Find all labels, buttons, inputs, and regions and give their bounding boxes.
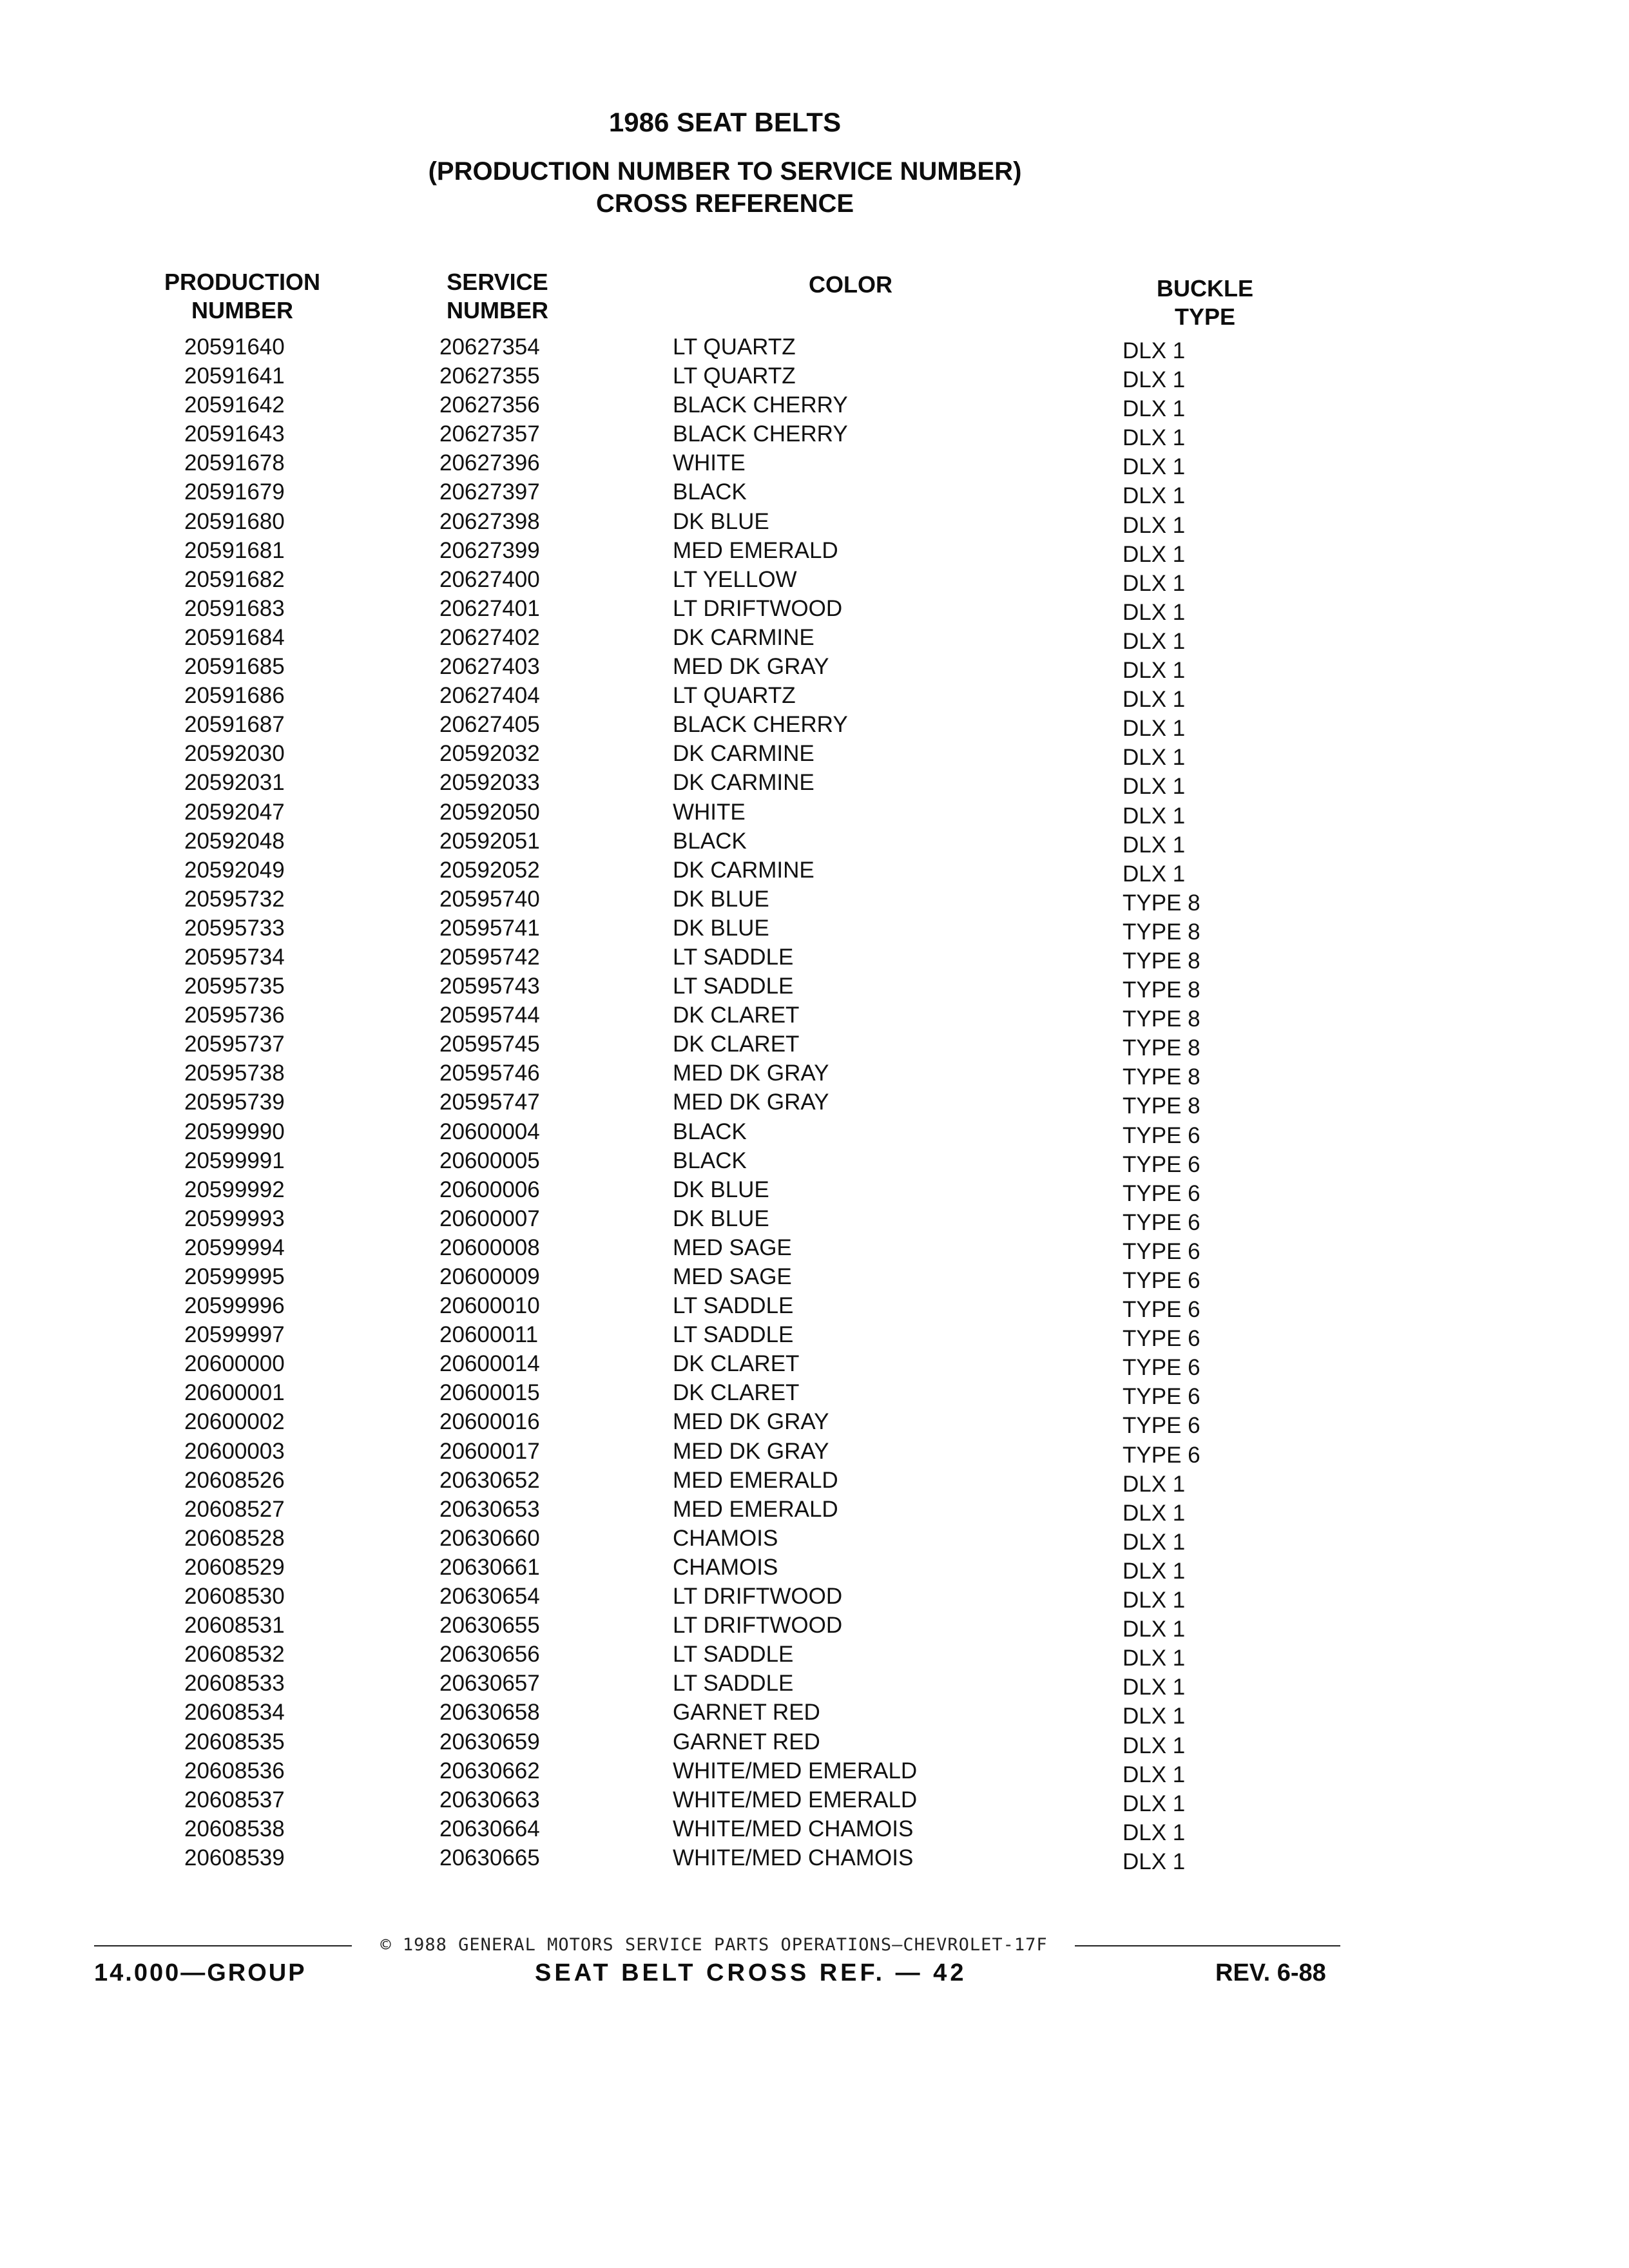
table-row <box>0 885 1629 914</box>
color-cell: WHITE <box>673 799 746 825</box>
production-number-cell: 20591682 <box>184 566 285 592</box>
service-number-cell: 20600011 <box>439 1322 539 1348</box>
buckle-type-cell: DLX 1 <box>1123 1588 1186 1613</box>
color-cell: LT SADDLE <box>673 1322 794 1348</box>
buckle-type-cell: DLX 1 <box>1123 425 1186 451</box>
table-row <box>0 1698 1629 1727</box>
production-number-cell: 20600003 <box>184 1438 285 1464</box>
table-row <box>0 594 1629 623</box>
color-cell: BLACK CHERRY <box>673 392 848 418</box>
footer-rule-right <box>1075 1945 1340 1946</box>
color-cell: LT DRIFTWOOD <box>673 595 843 621</box>
service-number-cell: 20600014 <box>439 1351 540 1377</box>
service-number-cell: 20600006 <box>439 1177 540 1202</box>
color-cell: LT DRIFTWOOD <box>673 1613 843 1639</box>
service-number-cell: 20630653 <box>439 1496 540 1522</box>
buckle-type-cell: DLX 1 <box>1123 1762 1186 1787</box>
buckle-type-cell: DLX 1 <box>1123 512 1186 538</box>
production-number-cell: 20608531 <box>184 1613 285 1639</box>
color-cell: LT SADDLE <box>673 1642 794 1667</box>
service-number-cell: 20592033 <box>439 770 540 796</box>
color-cell: LT SADDLE <box>673 1671 794 1696</box>
table-row <box>0 1378 1629 1410</box>
buckle-type-cell: TYPE 6 <box>1123 1180 1200 1206</box>
service-number-cell: 20627354 <box>439 334 540 360</box>
buckle-type-cell: TYPE 6 <box>1123 1238 1200 1264</box>
table-row <box>0 1553 1629 1582</box>
production-number-cell: 20591684 <box>184 624 285 650</box>
buckle-type-cell: TYPE 6 <box>1123 1297 1200 1323</box>
service-number-cell: 20630665 <box>439 1845 540 1870</box>
table-row <box>0 1146 1629 1175</box>
table-row <box>0 798 1629 827</box>
buckle-type-cell: DLX 1 <box>1123 570 1186 596</box>
color-cell: MED DK GRAY <box>673 1438 829 1464</box>
buckle-type-cell: DLX 1 <box>1123 1820 1186 1845</box>
service-number-cell: 20592032 <box>439 741 540 767</box>
service-number-cell: 20630658 <box>439 1700 540 1725</box>
color-cell: GARNET RED <box>673 1700 820 1725</box>
production-number-cell: 20595739 <box>184 1090 285 1115</box>
table-row <box>0 710 1629 742</box>
color-cell: MED DK GRAY <box>673 1090 829 1115</box>
production-number-cell: 20595734 <box>184 944 285 970</box>
buckle-type-cell: DLX 1 <box>1123 338 1186 363</box>
buckle-type-cell: DLX 1 <box>1123 1617 1186 1642</box>
color-cell: LT QUARTZ <box>673 683 796 709</box>
service-number-cell: 20595740 <box>439 886 540 912</box>
service-number-cell: 20595743 <box>439 974 540 999</box>
table-row <box>0 361 1629 393</box>
service-number-cell: 20595745 <box>439 1032 540 1057</box>
column-header-buckle-type: BUCKLE TYPE <box>1157 275 1253 330</box>
production-number-cell: 20600002 <box>184 1409 285 1435</box>
buckle-type-cell: TYPE 8 <box>1123 977 1200 1003</box>
service-number-cell: 20627402 <box>439 624 540 650</box>
service-number-cell: 20627397 <box>439 479 540 505</box>
footer-copyright: © 1988 GENERAL MOTORS SERVICE PARTS OPERATIONS—CHEVROLET-17F <box>380 1935 1048 1955</box>
color-cell: WHITE/MED CHAMOIS <box>673 1845 914 1870</box>
table-row <box>0 1233 1629 1262</box>
service-number-cell: 20627357 <box>439 421 540 447</box>
service-number-cell: 20627396 <box>439 450 540 476</box>
production-number-cell: 20600001 <box>184 1380 285 1406</box>
color-cell: MED DK GRAY <box>673 1061 829 1086</box>
buckle-type-cell: DLX 1 <box>1123 367 1186 393</box>
service-number-cell: 20627400 <box>439 566 540 592</box>
buckle-type-cell: TYPE 6 <box>1123 1209 1200 1235</box>
production-number-cell: 20599997 <box>184 1322 285 1348</box>
table-row <box>0 1262 1629 1291</box>
table-row <box>0 1785 1629 1814</box>
production-number-cell: 20591641 <box>184 363 285 389</box>
buckle-type-cell: DLX 1 <box>1123 1529 1186 1555</box>
service-number-cell: 20600016 <box>439 1409 540 1435</box>
color-cell: DK CLARET <box>673 1032 800 1057</box>
service-number-cell: 20592050 <box>439 799 540 825</box>
service-number-cell: 20627405 <box>439 712 540 738</box>
color-cell: BLACK CHERRY <box>673 421 848 447</box>
production-number-cell: 20599993 <box>184 1206 285 1231</box>
buckle-type-cell: TYPE 8 <box>1123 948 1200 974</box>
column-header-color: COLOR <box>809 271 892 298</box>
color-cell: LT SADDLE <box>673 1293 794 1319</box>
service-number-cell: 20630652 <box>439 1467 540 1493</box>
color-cell: BLACK CHERRY <box>673 712 848 738</box>
table-row <box>0 1320 1629 1352</box>
buckle-type-cell: DLX 1 <box>1123 716 1186 742</box>
buckle-type-cell: DLX 1 <box>1123 1558 1186 1584</box>
production-number-cell: 20608539 <box>184 1845 285 1870</box>
production-number-cell: 20599992 <box>184 1177 285 1202</box>
color-cell: DK CARMINE <box>673 624 815 650</box>
column-header-production-number: PRODUCTION NUMBER <box>164 269 320 323</box>
service-number-cell: 20630659 <box>439 1729 540 1754</box>
buckle-type-cell: DLX 1 <box>1123 658 1186 684</box>
color-cell: CHAMOIS <box>673 1525 778 1551</box>
buckle-type-cell: TYPE 6 <box>1123 1413 1200 1439</box>
production-number-cell: 20608536 <box>184 1758 285 1783</box>
footer-revision: REV. 6-88 <box>1215 1959 1326 1986</box>
table-row <box>0 1030 1629 1059</box>
color-cell: MED EMERALD <box>673 537 838 563</box>
service-number-cell: 20630664 <box>439 1816 540 1841</box>
table-row <box>0 536 1629 565</box>
production-number-cell: 20599994 <box>184 1235 285 1260</box>
color-cell: BLACK <box>673 1119 747 1144</box>
table-row <box>0 477 1629 509</box>
table-row <box>0 1088 1629 1117</box>
service-number-cell: 20600015 <box>439 1380 540 1406</box>
service-number-cell: 20600004 <box>439 1119 540 1144</box>
buckle-type-cell: DLX 1 <box>1123 687 1186 713</box>
table-row <box>0 1291 1629 1323</box>
service-number-cell: 20630657 <box>439 1671 540 1696</box>
service-number-cell: 20595742 <box>439 944 540 970</box>
production-number-cell: 20591680 <box>184 508 285 534</box>
table-row <box>0 1756 1629 1785</box>
table-row <box>0 1204 1629 1233</box>
table-row <box>0 681 1629 713</box>
production-number-cell: 20591687 <box>184 712 285 738</box>
color-cell: WHITE <box>673 450 746 476</box>
buckle-type-cell: DLX 1 <box>1123 483 1186 509</box>
buckle-type-cell: TYPE 6 <box>1123 1122 1200 1148</box>
table-row <box>0 943 1629 972</box>
buckle-type-cell: DLX 1 <box>1123 628 1186 654</box>
table-row <box>0 1349 1629 1381</box>
color-cell: MED SAGE <box>673 1264 792 1289</box>
color-cell: LT SADDLE <box>673 944 794 970</box>
color-cell: MED DK GRAY <box>673 654 829 680</box>
color-cell: DK CLARET <box>673 1351 800 1377</box>
color-cell: LT YELLOW <box>673 566 797 592</box>
table-row <box>0 448 1629 480</box>
production-number-cell: 20608528 <box>184 1525 285 1551</box>
service-number-cell: 20630663 <box>439 1787 540 1812</box>
service-number-cell: 20630661 <box>439 1554 540 1580</box>
page-subtitle: (PRODUCTION NUMBER TO SERVICE NUMBER) <box>428 157 1022 186</box>
color-cell: GARNET RED <box>673 1729 820 1754</box>
color-cell: BLACK <box>673 1148 747 1173</box>
production-number-cell: 20592030 <box>184 741 285 767</box>
table-row <box>0 1843 1629 1872</box>
production-number-cell: 20595738 <box>184 1061 285 1086</box>
production-number-cell: 20595732 <box>184 886 285 912</box>
production-number-cell: 20591686 <box>184 683 285 709</box>
color-cell: DK CLARET <box>673 1003 800 1028</box>
table-row <box>0 1727 1629 1756</box>
color-cell: WHITE/MED CHAMOIS <box>673 1816 914 1841</box>
table-body <box>0 332 1629 1872</box>
color-cell: BLACK <box>673 479 747 505</box>
production-number-cell: 20591678 <box>184 450 285 476</box>
buckle-type-cell: DLX 1 <box>1123 1675 1186 1700</box>
color-cell: DK BLUE <box>673 508 769 534</box>
table-row <box>0 1466 1629 1495</box>
color-cell: MED EMERALD <box>673 1496 838 1522</box>
buckle-type-cell: DLX 1 <box>1123 803 1186 829</box>
table-row <box>0 332 1629 361</box>
service-number-cell: 20592051 <box>439 828 540 854</box>
color-cell: DK BLUE <box>673 1177 769 1202</box>
color-cell: DK CARMINE <box>673 770 815 796</box>
service-number-cell: 20592052 <box>439 857 540 883</box>
table-row <box>0 565 1629 594</box>
service-number-cell: 20630662 <box>439 1758 540 1783</box>
color-cell: DK BLUE <box>673 1206 769 1231</box>
production-number-cell: 20591642 <box>184 392 285 418</box>
table-row <box>0 1407 1629 1439</box>
production-number-cell: 20591640 <box>184 334 285 360</box>
buckle-type-cell: TYPE 6 <box>1123 1268 1200 1293</box>
buckle-type-cell: TYPE 8 <box>1123 1093 1200 1119</box>
production-number-cell: 20600000 <box>184 1351 285 1377</box>
table-row <box>0 1814 1629 1843</box>
color-cell: MED SAGE <box>673 1235 792 1260</box>
buckle-type-cell: DLX 1 <box>1123 396 1186 422</box>
table-row <box>0 768 1629 800</box>
color-cell: DK BLUE <box>673 886 769 912</box>
production-number-cell: 20591683 <box>184 595 285 621</box>
production-number-cell: 20608530 <box>184 1584 285 1610</box>
production-number-cell: 20599995 <box>184 1264 285 1289</box>
service-number-cell: 20595746 <box>439 1061 540 1086</box>
service-number-cell: 20630656 <box>439 1642 540 1667</box>
production-number-cell: 20592047 <box>184 799 285 825</box>
service-number-cell: 20600007 <box>439 1206 540 1231</box>
service-number-cell: 20600009 <box>439 1264 540 1289</box>
service-number-cell: 20595744 <box>439 1003 540 1028</box>
table-row <box>0 1524 1629 1553</box>
buckle-type-cell: DLX 1 <box>1123 1500 1186 1526</box>
table-row <box>0 1669 1629 1698</box>
color-cell: LT QUARTZ <box>673 363 796 389</box>
service-number-cell: 20600017 <box>439 1438 540 1464</box>
buckle-type-cell: DLX 1 <box>1123 541 1186 567</box>
service-number-cell: 20630660 <box>439 1525 540 1551</box>
service-number-cell: 20627356 <box>439 392 540 418</box>
table-row <box>0 1495 1629 1524</box>
table-row <box>0 419 1629 451</box>
color-cell: DK CARMINE <box>673 741 815 767</box>
production-number-cell: 20592031 <box>184 770 285 796</box>
column-header-service-number: SERVICE NUMBER <box>447 269 548 323</box>
color-cell: LT SADDLE <box>673 974 794 999</box>
buckle-type-cell: DLX 1 <box>1123 832 1186 858</box>
service-number-cell: 20600008 <box>439 1235 540 1260</box>
production-number-cell: 20608529 <box>184 1554 285 1580</box>
buckle-type-cell: DLX 1 <box>1123 1704 1186 1729</box>
table-row <box>0 390 1629 422</box>
service-number-cell: 20595747 <box>439 1090 540 1115</box>
color-cell: DK CLARET <box>673 1380 800 1406</box>
production-number-cell: 20599996 <box>184 1293 285 1319</box>
buckle-type-cell: TYPE 8 <box>1123 1035 1200 1061</box>
buckle-type-cell: DLX 1 <box>1123 1646 1186 1671</box>
buckle-type-cell: DLX 1 <box>1123 774 1186 800</box>
buckle-type-cell: DLX 1 <box>1123 861 1186 887</box>
service-number-cell: 20627403 <box>439 654 540 680</box>
service-number-cell: 20627401 <box>439 595 540 621</box>
service-number-cell: 20600010 <box>439 1293 540 1319</box>
page-subtitle-cross-reference: CROSS REFERENCE <box>595 189 854 218</box>
color-cell: MED EMERALD <box>673 1467 838 1493</box>
production-number-cell: 20591685 <box>184 654 285 680</box>
table-row <box>0 652 1629 684</box>
table-row <box>0 623 1629 652</box>
table-row <box>0 1611 1629 1640</box>
production-number-cell: 20595733 <box>184 915 285 941</box>
production-number-cell: 20608533 <box>184 1671 285 1696</box>
table-row <box>0 914 1629 943</box>
buckle-type-cell: DLX 1 <box>1123 599 1186 625</box>
service-number-cell: 20627404 <box>439 683 540 709</box>
production-number-cell: 20608526 <box>184 1467 285 1493</box>
table-row <box>0 827 1629 856</box>
table-row <box>0 1001 1629 1030</box>
production-number-cell: 20591643 <box>184 421 285 447</box>
buckle-type-cell: DLX 1 <box>1123 1791 1186 1816</box>
production-number-cell: 20608527 <box>184 1496 285 1522</box>
color-cell: DK BLUE <box>673 915 769 941</box>
table-row <box>0 1437 1629 1466</box>
table-row <box>0 1582 1629 1611</box>
footer-copyright-line <box>94 1932 1340 1958</box>
buckle-type-cell: TYPE 8 <box>1123 1064 1200 1090</box>
table-row <box>0 739 1629 771</box>
production-number-cell: 20595735 <box>184 974 285 999</box>
color-cell: DK CARMINE <box>673 857 815 883</box>
color-cell: LT DRIFTWOOD <box>673 1584 843 1610</box>
footer-group: 14.000—GROUP <box>94 1959 307 1986</box>
buckle-type-cell: DLX 1 <box>1123 745 1186 771</box>
production-number-cell: 20592049 <box>184 857 285 883</box>
table-row <box>0 1117 1629 1146</box>
color-cell: BLACK <box>673 828 747 854</box>
production-number-cell: 20608534 <box>184 1700 285 1725</box>
table-row <box>0 972 1629 1001</box>
service-number-cell: 20627355 <box>439 363 540 389</box>
production-number-cell: 20608535 <box>184 1729 285 1754</box>
buckle-type-cell: TYPE 6 <box>1123 1442 1200 1468</box>
service-number-cell: 20595741 <box>439 915 540 941</box>
buckle-type-cell: TYPE 8 <box>1123 919 1200 945</box>
color-cell: WHITE/MED EMERALD <box>673 1758 918 1783</box>
production-number-cell: 20592048 <box>184 828 285 854</box>
footer-rule-left <box>94 1945 352 1946</box>
production-number-cell: 20591679 <box>184 479 285 505</box>
table-row <box>0 507 1629 536</box>
color-cell: CHAMOIS <box>673 1554 778 1580</box>
production-number-cell: 20599991 <box>184 1148 285 1173</box>
buckle-type-cell: TYPE 8 <box>1123 890 1200 916</box>
color-cell: LT QUARTZ <box>673 334 796 360</box>
buckle-type-cell: TYPE 6 <box>1123 1384 1200 1410</box>
color-cell: WHITE/MED EMERALD <box>673 1787 918 1812</box>
buckle-type-cell: TYPE 8 <box>1123 1006 1200 1032</box>
production-number-cell: 20599990 <box>184 1119 285 1144</box>
buckle-type-cell: TYPE 6 <box>1123 1326 1200 1352</box>
service-number-cell: 20627399 <box>439 537 540 563</box>
buckle-type-cell: DLX 1 <box>1123 1849 1186 1874</box>
service-number-cell: 20600005 <box>439 1148 540 1173</box>
production-number-cell: 20595736 <box>184 1003 285 1028</box>
table-row <box>0 1175 1629 1204</box>
buckle-type-cell: TYPE 6 <box>1123 1355 1200 1381</box>
service-number-cell: 20627398 <box>439 508 540 534</box>
page-title: 1986 SEAT BELTS <box>608 107 842 137</box>
buckle-type-cell: DLX 1 <box>1123 454 1186 480</box>
production-number-cell: 20608538 <box>184 1816 285 1841</box>
production-number-cell: 20608537 <box>184 1787 285 1812</box>
table-row <box>0 856 1629 885</box>
service-number-cell: 20630654 <box>439 1584 540 1610</box>
production-number-cell: 20591681 <box>184 537 285 563</box>
production-number-cell: 20595737 <box>184 1032 285 1057</box>
production-number-cell: 20608532 <box>184 1642 285 1667</box>
buckle-type-cell: DLX 1 <box>1123 1733 1186 1758</box>
footer-page-label: SEAT BELT CROSS REF. — 42 <box>535 1959 967 1986</box>
service-number-cell: 20630655 <box>439 1613 540 1639</box>
table-row <box>0 1640 1629 1669</box>
buckle-type-cell: TYPE 6 <box>1123 1151 1200 1177</box>
buckle-type-cell: DLX 1 <box>1123 1471 1186 1497</box>
table-row <box>0 1059 1629 1088</box>
color-cell: MED DK GRAY <box>673 1409 829 1435</box>
